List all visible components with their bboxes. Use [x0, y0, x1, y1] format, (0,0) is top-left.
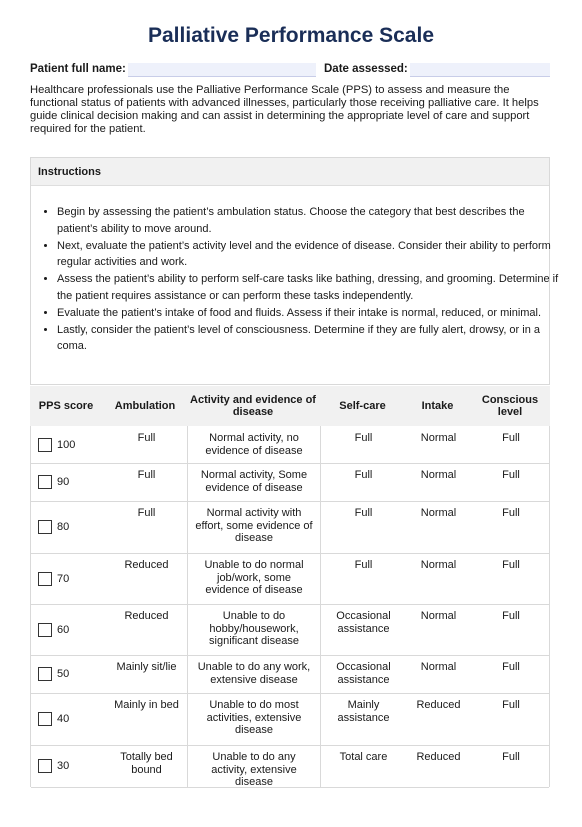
- page-title: Palliative Performance Scale: [148, 24, 434, 47]
- cell-conscious: Full: [502, 610, 520, 622]
- cell-conscious: Full: [502, 751, 520, 763]
- score-value: 80: [57, 521, 70, 533]
- cell-ambulation: Full: [137, 432, 156, 444]
- cell-ambulation: Mainly in bed: [114, 699, 179, 711]
- cell-intake: Normal: [420, 661, 457, 673]
- date-assessed-field[interactable]: [410, 63, 550, 77]
- cell-activity: Normal activity with effort, some evidence of disease: [187, 501, 321, 553]
- score-checkbox[interactable]: [38, 475, 52, 489]
- cell-ambulation: Full: [137, 469, 156, 481]
- cell-ambulation: Totally bed bound: [120, 751, 173, 776]
- instruction-item: • Assess the patient’s ability to perform self-care tasks like bathing, dressing, and grooming. Determine if the patient requires assistance or can perform these tasks independently.: [57, 271, 561, 305]
- header-pps-score: PPS score: [38, 400, 94, 412]
- pps-score-cell: [38, 604, 69, 655]
- cell-activity: Unable to do any work, extensive disease: [187, 655, 321, 693]
- instruction-item: • Evaluate the patient’s intake of food and fluids. Assess if their intake is normal, reduced, or minimal.: [57, 305, 561, 322]
- pps-score-cell: [38, 693, 69, 745]
- cell-intake: Normal: [420, 432, 457, 444]
- cell-intake: Reduced: [416, 699, 461, 711]
- score-value: 40: [57, 713, 70, 725]
- cell-self-care: Full: [354, 507, 373, 519]
- cell-activity: Unable to do any activity, extensive disease: [187, 745, 321, 787]
- table-row: [31, 604, 549, 656]
- cell-ambulation: Reduced: [124, 559, 169, 571]
- score-value: 60: [57, 623, 70, 636]
- pps-score-cell: [38, 463, 69, 501]
- cell-activity: Unable to do hobby/housework, significant disease: [187, 604, 321, 655]
- cell-ambulation: Reduced: [124, 610, 169, 622]
- instructions-list: [41, 204, 561, 355]
- instruction-item: • Begin by assessing the patient’s ambulation status. Choose the category that best describes the patient’s ability to move around.: [57, 204, 561, 238]
- cell-conscious: Full: [502, 469, 520, 481]
- pps-score-cell: [38, 553, 69, 604]
- header-intake: Intake: [421, 400, 454, 412]
- score-checkbox[interactable]: [38, 438, 52, 452]
- cell-activity: Unable to do normal job/work, some evidence of disease: [187, 553, 321, 604]
- pps-table-body: [30, 426, 550, 787]
- cell-self-care: Occasional assistance: [336, 661, 391, 686]
- header-activity: Activity and evidence of disease: [190, 394, 316, 418]
- patient-name-label: Patient full name:: [30, 63, 126, 75]
- table-row: [31, 693, 549, 746]
- cell-self-care: Total care: [339, 751, 388, 763]
- score-value: 30: [57, 760, 70, 772]
- score-checkbox[interactable]: [38, 623, 52, 637]
- cell-conscious: Full: [502, 432, 520, 444]
- pps-score-cell: [38, 426, 75, 463]
- cell-intake: Normal: [420, 610, 457, 622]
- pps-score-cell: [38, 655, 69, 693]
- instructions-heading: Instructions: [38, 166, 101, 178]
- table-row: [31, 553, 549, 605]
- header-ambulation: Ambulation: [114, 400, 176, 412]
- score-checkbox[interactable]: [38, 667, 52, 681]
- header-conscious-level: Conscious level: [481, 394, 539, 418]
- cell-ambulation: Full: [137, 507, 156, 519]
- cell-self-care: Occasional assistance: [336, 610, 391, 635]
- score-value: 70: [57, 572, 70, 585]
- header-self-care: Self-care: [339, 400, 386, 412]
- table-row: [31, 501, 549, 554]
- table-row: [31, 463, 549, 502]
- cell-intake: Normal: [420, 469, 457, 481]
- pps-score-cell: [38, 745, 69, 787]
- cell-conscious: Full: [502, 559, 520, 571]
- cell-activity: Normal activity, Some evidence of disease: [187, 463, 321, 501]
- cell-intake: Reduced: [416, 751, 461, 763]
- cell-intake: Normal: [420, 559, 457, 571]
- cell-activity: Unable to do most activities, extensive disease: [187, 693, 321, 745]
- table-row: [31, 745, 549, 788]
- cell-self-care: Full: [354, 432, 373, 444]
- intro-paragraph: Healthcare professionals use the Palliative Performance Scale (PPS) to assess and measure the functional status of patients with advanced illnesses, particularly those receiving palliative care. It helps guide clinical decision making and can assist in determining the appropriate level of care and support required for the patient.: [30, 84, 539, 135]
- instruction-item: • Lastly, consider the patient’s level of consciousness. Determine if they are fully alert, drowsy, or in a coma.: [57, 322, 561, 356]
- cell-self-care: Full: [354, 469, 373, 481]
- table-row: [31, 426, 549, 464]
- score-value: 50: [57, 668, 70, 680]
- score-value: 100: [57, 438, 76, 451]
- date-assessed-label: Date assessed:: [324, 63, 408, 75]
- cell-conscious: Full: [502, 507, 520, 519]
- cell-ambulation: Mainly sit/lie: [116, 661, 177, 673]
- cell-conscious: Full: [502, 661, 520, 673]
- cell-activity: Normal activity, no evidence of disease: [187, 426, 321, 463]
- patient-name-field[interactable]: [128, 63, 316, 77]
- instructions-box: [30, 157, 559, 385]
- cell-conscious: Full: [502, 699, 520, 711]
- score-checkbox[interactable]: [38, 712, 52, 726]
- score-checkbox[interactable]: [38, 759, 52, 773]
- score-checkbox[interactable]: [38, 572, 52, 586]
- pps-table-header: [30, 386, 550, 426]
- cell-self-care: Full: [354, 559, 373, 571]
- instruction-item: • Next, evaluate the patient’s activity level and the evidence of disease. Consider their ability to perform regular activities and work.: [57, 238, 561, 272]
- pps-score-cell: [38, 501, 69, 553]
- score-checkbox[interactable]: [38, 520, 52, 534]
- score-value: 90: [57, 476, 70, 488]
- table-row: [31, 655, 549, 694]
- instructions-header: [31, 158, 549, 186]
- cell-self-care: Mainly assistance: [337, 699, 390, 724]
- patient-info-row: [30, 63, 550, 79]
- cell-intake: Normal: [420, 507, 457, 519]
